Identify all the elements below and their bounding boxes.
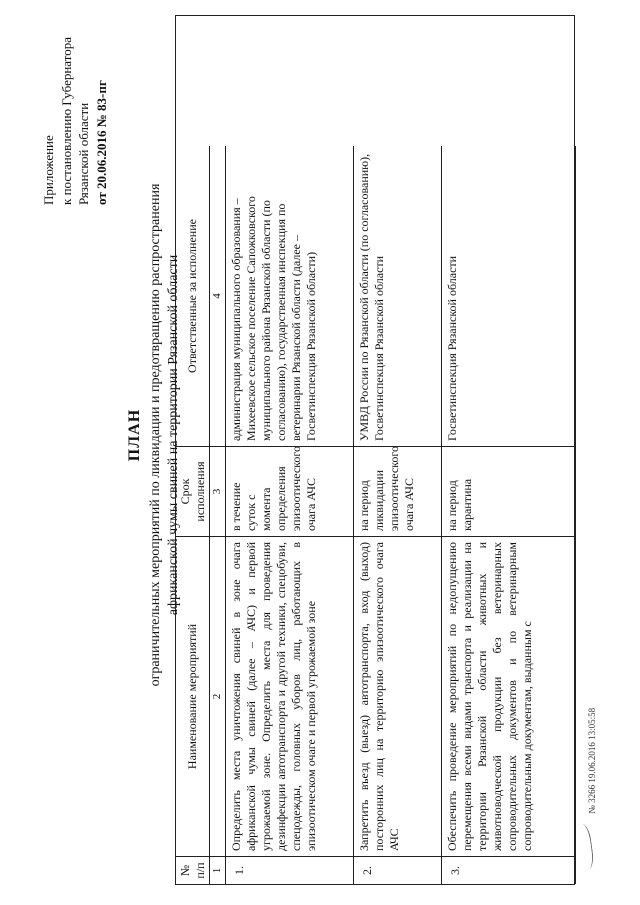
row-3-responsible: Госветинспекция Рязанской области (442, 146, 576, 446)
header-responsible-label: Ответственные за исполнение (185, 219, 199, 373)
plan-subtitle-2: африканской чумы свиней на территории Рязанской области (165, 254, 181, 616)
header-term (176, 446, 210, 536)
appendix-line-3: Рязанской области (76, 102, 92, 205)
header-number (176, 856, 210, 884)
column-number-4: 4 (210, 146, 226, 446)
row-1-term: в течение суток с момента определения эпизоотического очага АЧС (226, 446, 354, 536)
row-1-measure: Определить места уничтожения свиней в зоне очага африканской чумы свиней (далее – АЧС) и первой угрожаемой зоне. Определить места для проведения дезинфекции автотранспорта и другой техники, спецобуви, спецодежды, головных уборов лиц, работающих в эпизоотическом очаге и первой угрожаемой зоне (226, 536, 354, 856)
row-2-measure: Запретить въезд (выезд) автотранспорта, вход (выход) посторонних лиц на территорию эпизоотического очага АЧС (354, 536, 442, 856)
header-responsible (176, 146, 210, 446)
row-3-term: на период карантина (442, 446, 576, 536)
plan-subtitle-1: ограничительных мероприятий по ликвидации и предотвращению распространения (148, 183, 163, 687)
header-number-label: № п/п (177, 862, 207, 879)
row-3-index: 3. (442, 856, 576, 884)
header-term-label: Срок исполнения (177, 461, 207, 522)
plan-heading: ПЛАН (126, 408, 143, 462)
document-title (125, 155, 182, 715)
row-2-term: на период ликвидации эпизоотического очага АЧС (354, 446, 442, 536)
header-measure-label: Наименование мероприятий (185, 623, 199, 770)
appendix-line-2: к постановлению Губернатора (58, 36, 74, 205)
column-number-1: 1 (210, 856, 226, 884)
row-3-measure: Обеспечить проведение мероприятий по недопущению перемещения всеми видами транспорта и реализации на территории Рязанской области животных и животноводческой продукции без ветеринарных сопроводительных документов и по ветеринарным сопроводительным документам, выданным с (442, 536, 576, 856)
row-1-index: 1. (226, 856, 354, 884)
row-2-index: 2. (354, 856, 442, 884)
plan-table (175, 15, 575, 885)
row-1-responsible: администрация муниципального образования – Михеевское сельское поселение Сапожковского муниципального района Рязанской области (по согласованию), государственная инспекция по ветеринарии Рязанской области (далее – Госветинспекция Рязанской области) (226, 146, 354, 446)
column-number-2: 2 (210, 536, 226, 856)
column-number-3: 3 (210, 446, 226, 536)
header-measure (176, 536, 210, 856)
row-2-responsible: УМВД России по Рязанской области (по согласованию), Госветинспекция Рязанской области (354, 146, 442, 446)
appendix-block (40, 5, 110, 205)
appendix-line-1: Приложение (41, 135, 56, 205)
appendix-line-4: от 20.06.2016 № 83-пг (93, 80, 109, 205)
stamp-text: № 3266 19.06.2016 13:05:58 (587, 707, 597, 814)
document-stamp (578, 708, 597, 870)
